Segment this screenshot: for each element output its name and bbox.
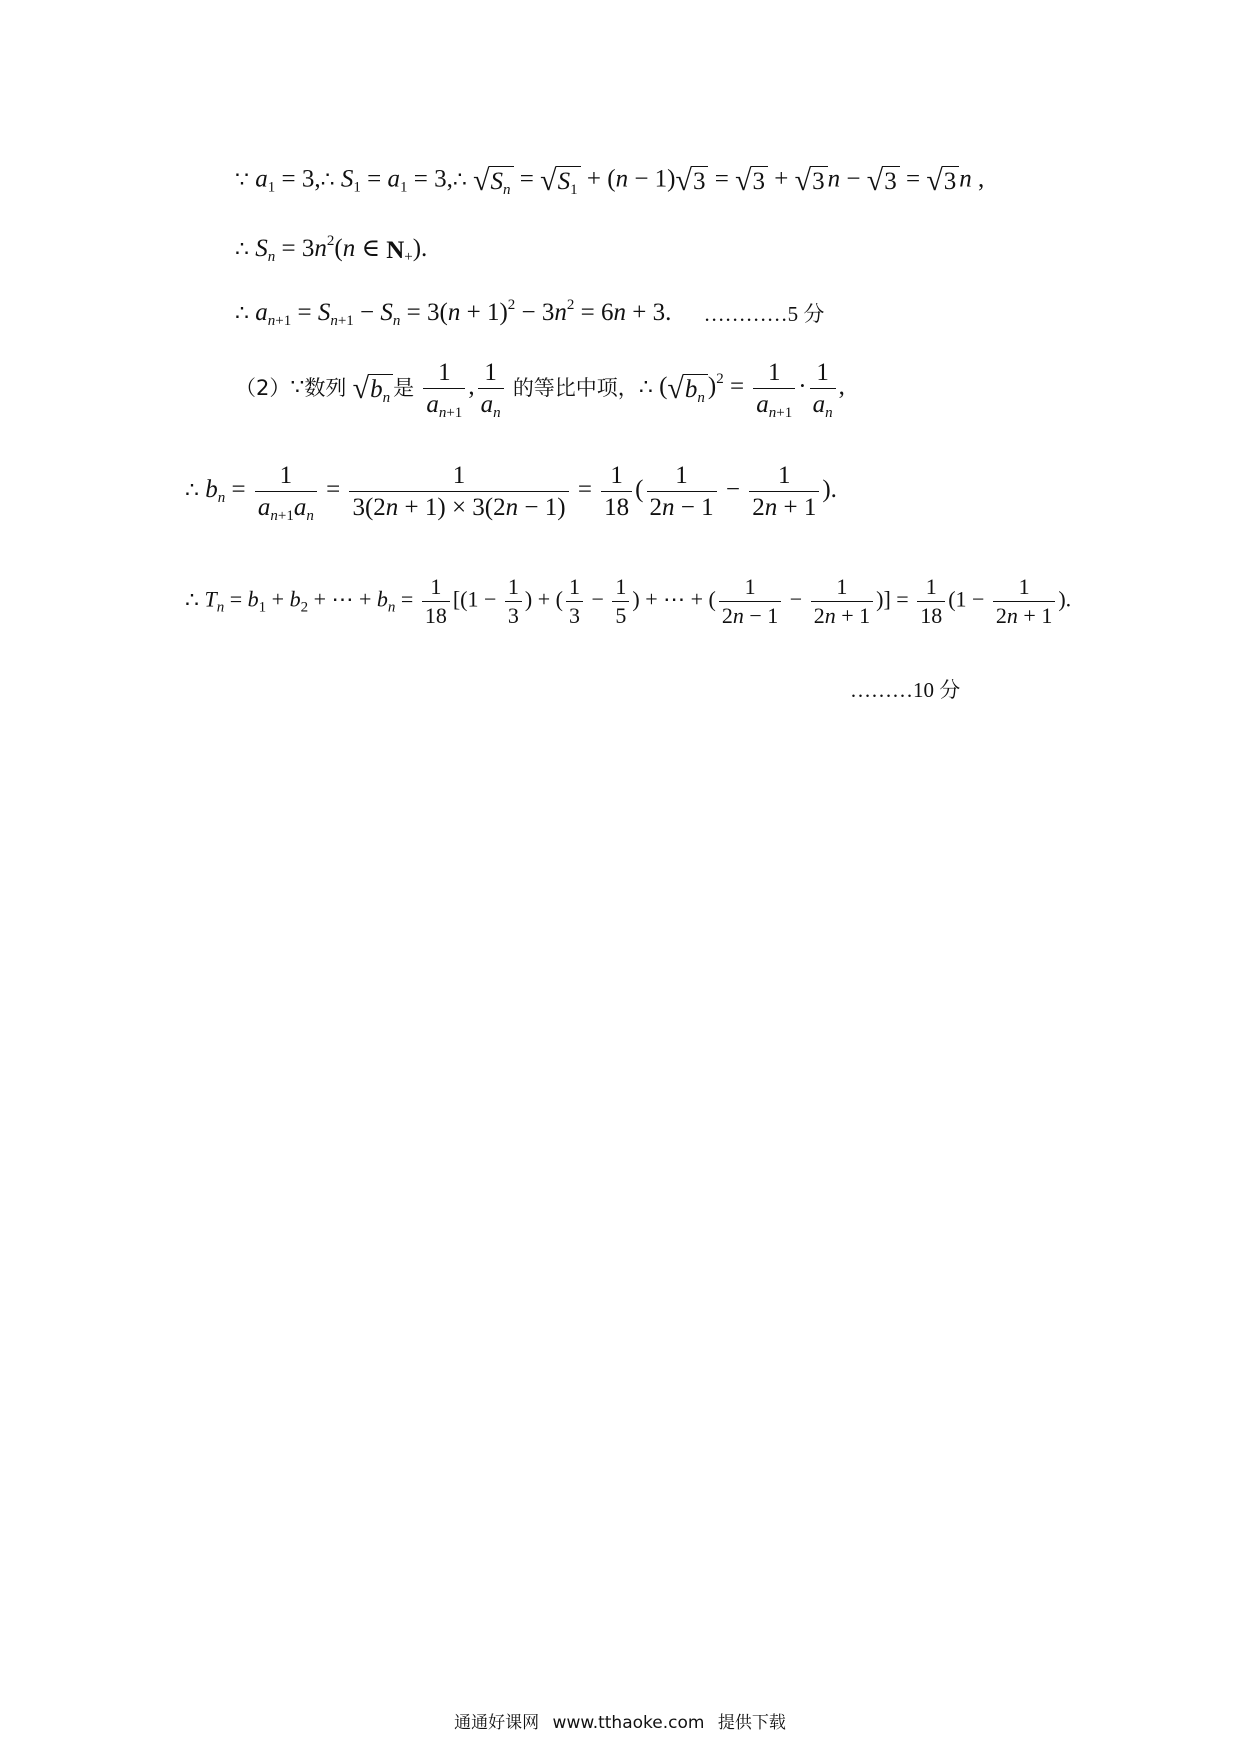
equation-line-2: ∴ $S_n = 3n^2(n$ ∈ $N_+$). xyxy=(235,233,428,265)
score-5-points: …………5 分 xyxy=(703,301,825,326)
equation-line-1: ∵ $a_1$ = 3,∴ $S_1 = a_1$ = 3,∴ √ $S_n$ = √ $S_1$ + (n − 1) √ 3 = √ 3 + √ 3 n − √ 3 = √ 3 n , xyxy=(235,164,985,198)
footer-site-name: 通通好课网 xyxy=(454,1713,540,1733)
equation-line-5: ∴ $b_n$ = $\frac{1}{a_{n+1}a_n}$ = $\frac{1}{3(2n + 1) \times 3(2n - 1)}$ = $\frac{1}{18}$ ( $\frac{1}{2n - 1}$ − $\frac{1}{2n + 1}$ ). xyxy=(185,462,837,524)
part-2-text-a: 数列 xyxy=(304,376,347,400)
part-2-text-c: 的等比中项， xyxy=(512,376,639,400)
part-2-label: （2） xyxy=(235,376,291,400)
part-2-text-b: 是 xyxy=(393,376,415,400)
equation-line-3: ∴ $a_{n+1} = S_{n+1} - S_n = 3(n + 1)^2 - 3n^2 = 6n + 3$. …………5 分 xyxy=(235,297,825,329)
footer-url[interactable]: www.tthaoke.com xyxy=(552,1713,705,1733)
page-footer xyxy=(0,1708,1240,1733)
equation-line-4: （2）∵数列 √ $b_n$ 是 $\frac{1}{a_{n+1}}$ , $\frac{1}{a_n}$ 的等比中项，∴ ( √ $b_n$ )$^2$ = $\frac{1}{a_{n+1}}$ · $\frac{1}{a_n}$ , xyxy=(235,359,845,421)
score-10-points: ………10 分 xyxy=(850,678,961,702)
equation-line-6: ∴ $T_n = b_1 + b_2$ + ⋯ + $b_n$ = $\frac{1}{18}$ [(1 − $\frac{1}{3}$ ) + ( $\frac{1}{3}$ − $\frac{1}{5}$ ) + ⋯ + ( $\frac{1}{2n - 1}$ − $\frac{1}{2n + 1}$ )] = $\frac{1}{18}$ (1 − $\frac{1}{2n + 1}$ ). xyxy=(185,574,1072,628)
footer-suffix: 提供下载 xyxy=(717,1713,786,1733)
